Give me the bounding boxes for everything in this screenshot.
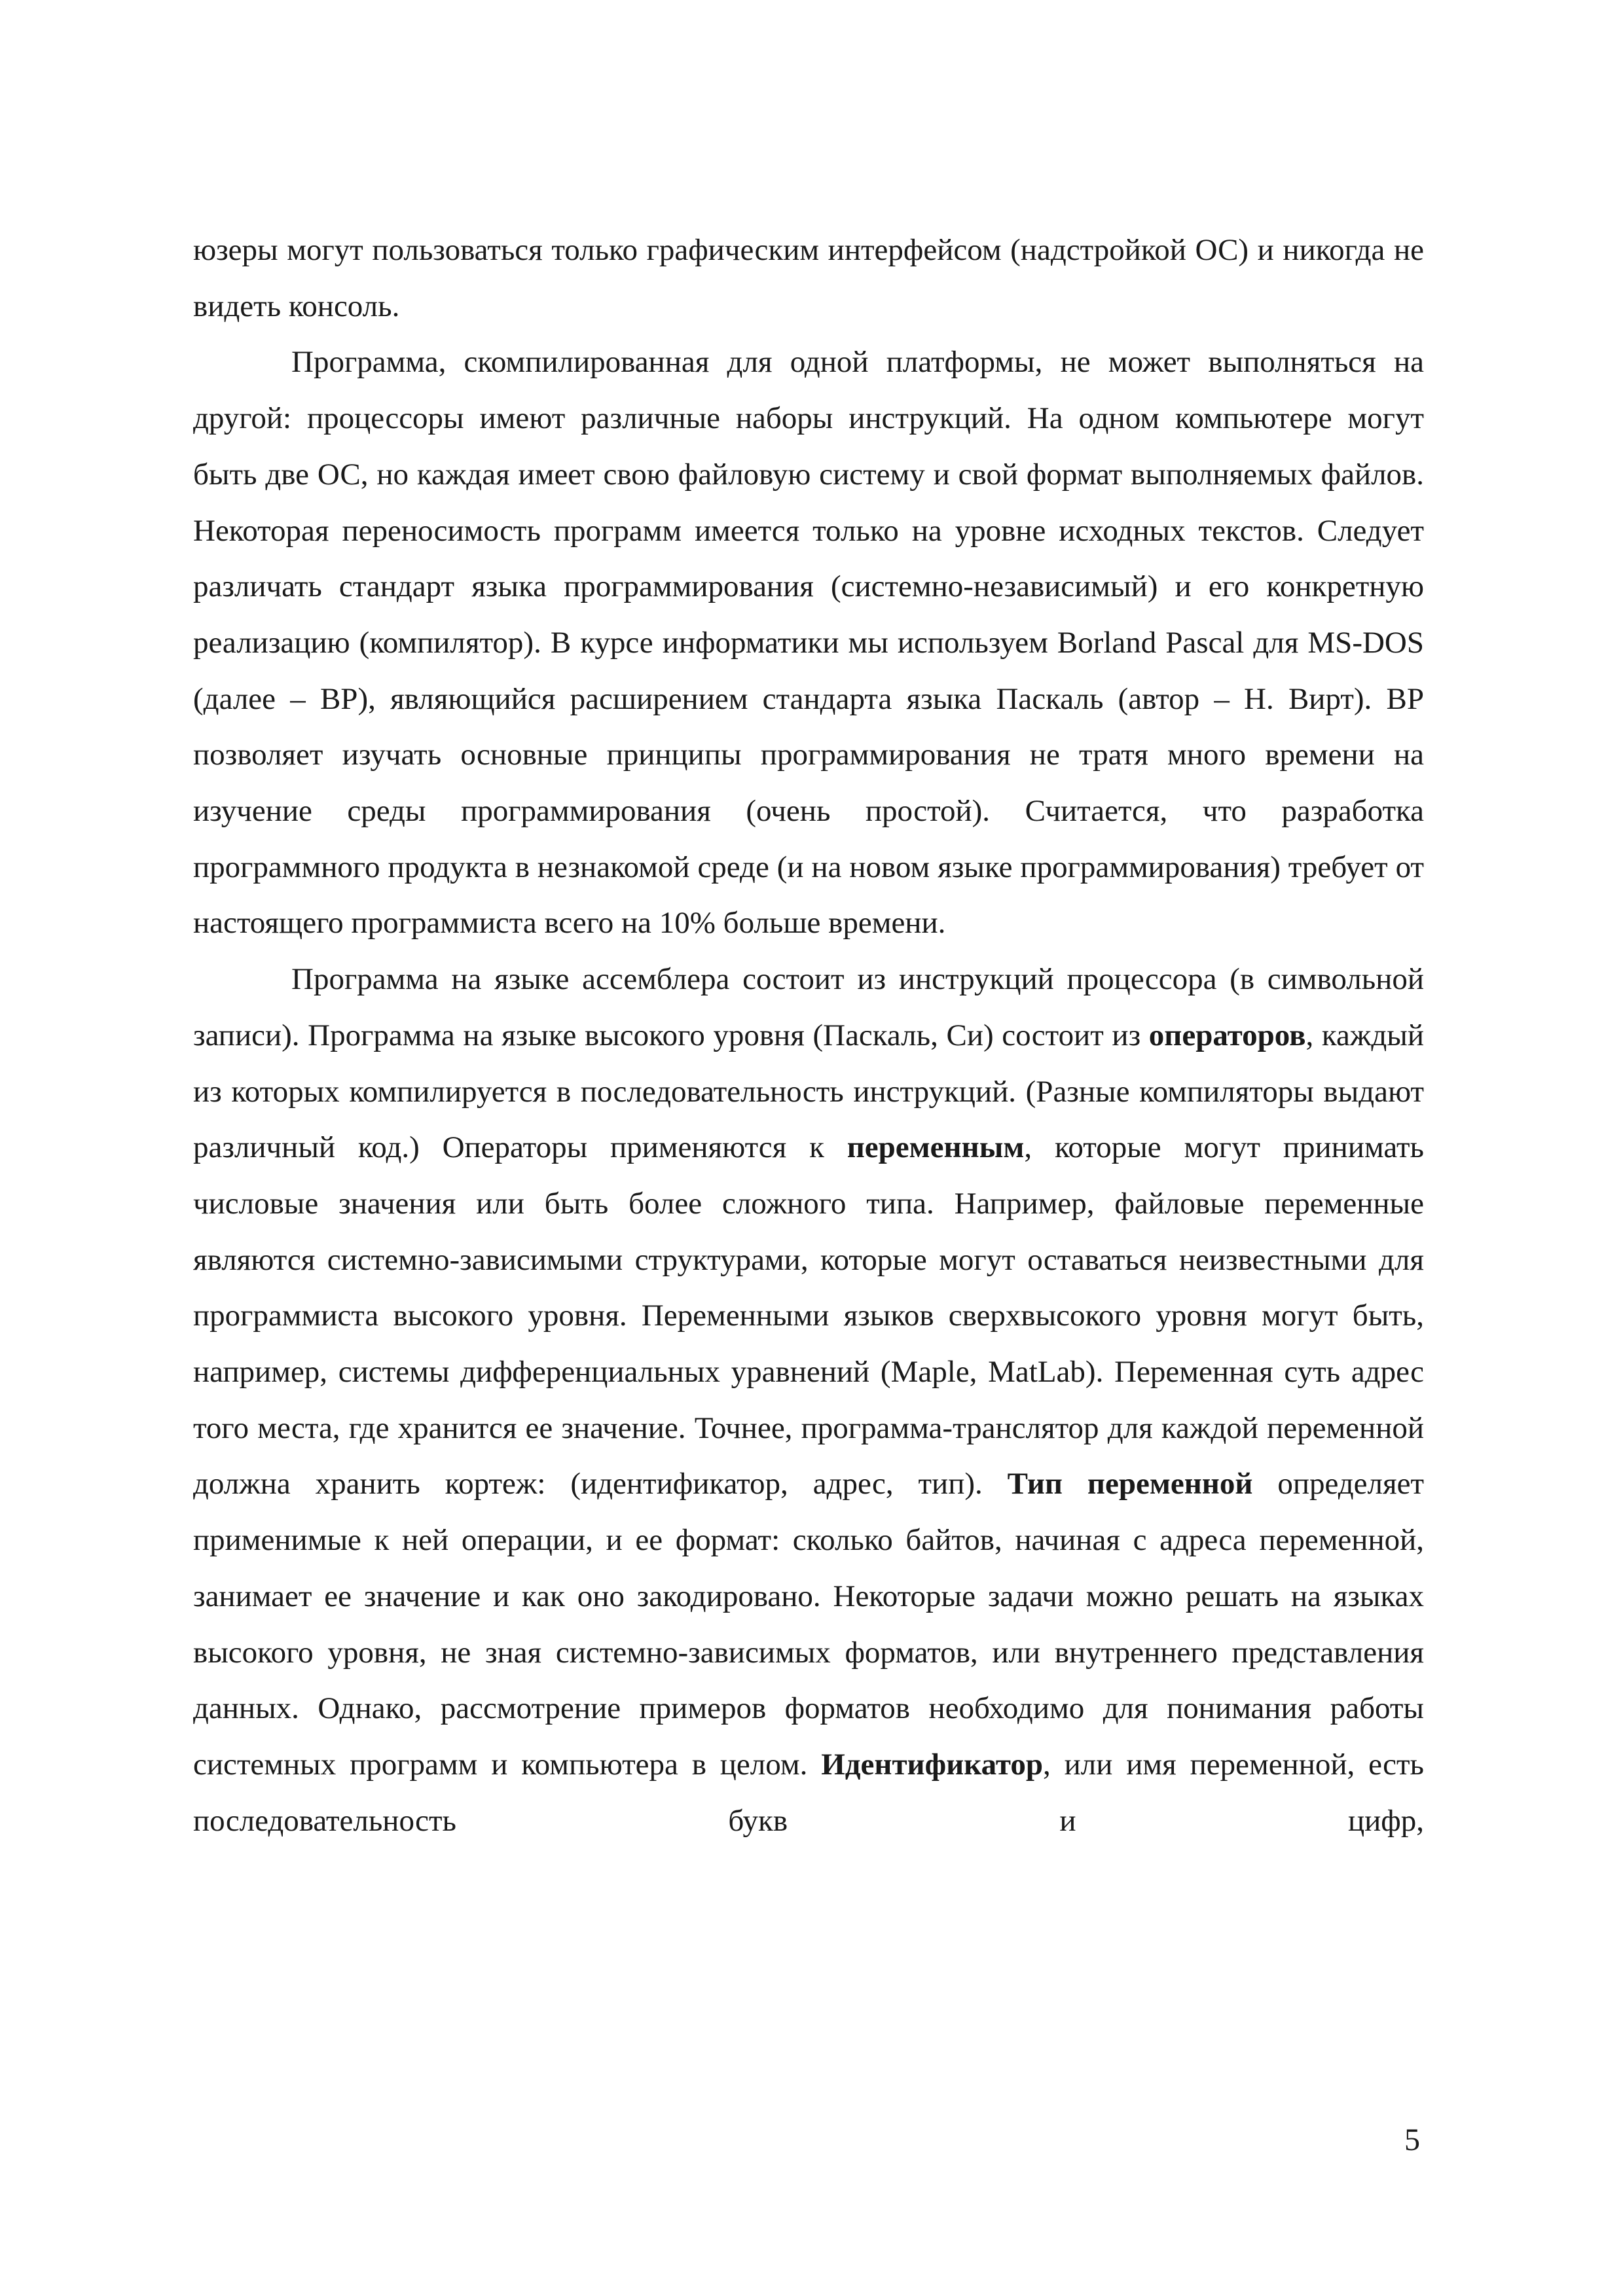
text-run: определяет применимые к ней операции, и ее формат: сколько байтов, начиная с адреса переменной, занимает ее значение и как оно закодировано. Некоторые задачи можно решать на языках высокого уровня, не зная системно-зависимых форматов, или внутреннего представления данных. Однако, рассмотрение примеров форматов необходимо для понимания работы системных программ и компьютера в целом. <box>193 1467 1424 1782</box>
text-run: юзеры могут пользоваться только графическим интерфейсом (надстройкой ОС) и никогда не видеть консоль. <box>193 233 1424 323</box>
body-text <box>193 223 1424 1849</box>
paragraph <box>193 223 1424 334</box>
page-number: 5 <box>1404 2123 1420 2157</box>
text-run: Программа, скомпилированная для одной платформы, не может выполняться на другой: процессоры имеют различные наборы инструкций. На одном компьютере могут быть две ОС, но каждая имеет свою файловую систему и свой формат выполняемых файлов. Некоторая переносимость программ имеется только на уровне исходных текстов. Следует различать стандарт языка программирования (системно-независимый) и его конкретную реализацию (компилятор). В курсе информатики мы используем Borland Pascal для MS-DOS (далее – BP), являющийся расширением стандарта языка Паскаль (автор – Н. Вирт). BP позволяет изучать основные принципы программирования не тратя много времени на изучение среды программирования (очень простой). Считается, что разработка программного продукта в незнакомой среде (и на новом языке программирования) требует от настоящего программиста всего на 10% больше времени. <box>193 345 1424 941</box>
paragraph <box>193 952 1424 1849</box>
text-run: , которые могут принимать числовые значения или быть более сложного типа. Например, файловые переменные являются системно-зависимыми структурами, которые могут оставаться неизвестными для программиста высокого уровня. Переменными языков сверхвысокого уровня могут быть, например, системы дифференциальных уравнений (Maple, MatLab). Переменная суть адрес того места, где хранится ее значение. Точнее, программа-транслятор для каждой переменной должна хранить кортеж: (идентификатор, адрес, тип). <box>193 1130 1424 1501</box>
bold-term: Тип переменной <box>1007 1467 1253 1501</box>
text-run: , каждый из которых компилируется в последовательность инструкций. (Разные компиляторы выдают различный код.) Операторы применяются к <box>193 1018 1424 1165</box>
text-run: , или имя переменной, есть последовательность букв и цифр, <box>193 1747 1424 1838</box>
bold-term: переменным <box>847 1130 1025 1165</box>
bold-term: операторов <box>1148 1018 1306 1052</box>
bold-term: Идентификатор <box>821 1747 1043 1782</box>
paragraph <box>193 334 1424 952</box>
text-run: Программа на языке ассемблера состоит из инструкций процессора (в символьной записи). Программа на языке высокого уровня (Паскаль, Си) состоит из <box>193 962 1424 1052</box>
